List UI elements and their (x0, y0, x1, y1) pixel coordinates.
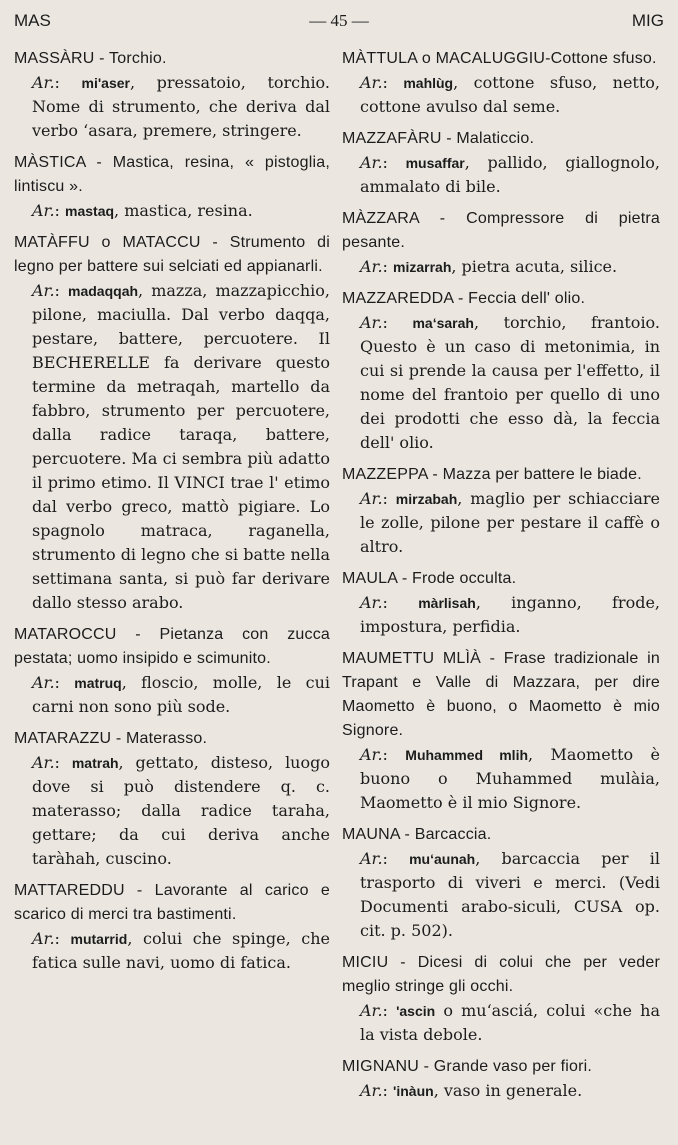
arabic-term: ma‘sarah (412, 315, 474, 331)
arabic-term: matrah (71, 755, 119, 771)
entry-headword: MATTAREDDU - Lavorante al carico e scarico di merci tra bastimenti. (14, 882, 330, 923)
entry-headword: MAZZAFÀRU - Malaticcio. (342, 130, 535, 147)
etymology-text: , mastica, resina. (114, 201, 253, 220)
dictionary-entry (342, 647, 660, 815)
arabic-term: matruq (74, 675, 122, 691)
arabic-etymology: Ar.: màrlisah, inganno, frode, impostura, perfidia. (360, 593, 660, 636)
dictionary-entry (14, 879, 330, 975)
arabic-term: madaqqah (68, 283, 139, 299)
etymology-text: , torchio, frantoio. Questo è un caso di metonimia, in cui si prende la causa per l'effetto, il nome del frantoio per quello di uno dei prodotti che esso dà, la feccia dell' olio. (360, 313, 660, 452)
entry-headword: MATARAZZU - Materasso. (14, 730, 208, 747)
entry-headword: MAULA - Frode occulta. (342, 570, 517, 587)
arabic-label: Ar. (32, 929, 55, 948)
arabic-etymology: Ar.: mahlùg, cottone sfuso, netto, cottone avulso dal seme. (360, 73, 660, 116)
arabic-label: Ar. (360, 1001, 383, 1020)
etymology-text: , vaso in generale. (433, 1081, 583, 1100)
running-header (14, 8, 664, 34)
entry-headword: MATÀFFU o MATACCU - Strumento di legno per battere sui selciati ed appianarli. (14, 234, 330, 275)
arabic-label: Ar. (32, 673, 55, 692)
etymology-text: , pressatoio, torchio. Nome di strumento, che deriva dal verbo ‘asara, premere, stringere. (32, 73, 330, 140)
arabic-label: Ar. (360, 73, 383, 92)
arabic-label: Ar. (360, 153, 383, 172)
arabic-etymology: Ar.: Muhammed mlih, Maometto è buono o Muhammed mulàia, Maometto è il mio Signore. (360, 745, 660, 812)
etymology-text: , gettato, disteso, luogo dove si può distendere q. c. materasso; dalla radice taraha, gettare; da cui deriva anche taràhah, cuscino. (32, 753, 330, 868)
arabic-term: mu‘aunah (409, 851, 476, 867)
etymology-text: , cottone sfuso, netto, cottone avulso dal seme. (360, 73, 660, 116)
left-column (14, 47, 330, 983)
arabic-label: Ar. (360, 1081, 383, 1100)
arabic-etymology: Ar.: mutarrid, colui che spinge, che fatica sulle navi, uomo di fatica. (32, 929, 331, 972)
etymology-text: , Maometto è buono o Muhammed mulàia, Maometto è il mio Signore. (360, 745, 660, 812)
etymology-text: , floscio, molle, le cui carni non sono più sode. (32, 673, 330, 716)
arabic-etymology: Ar.: mizarrah, pietra acuta, silice. (360, 257, 618, 276)
arabic-label: Ar. (32, 281, 55, 300)
entry-headword: MAZZAREDDA - Feccia dell' olio. (342, 290, 586, 307)
arabic-etymology: Ar.: matrah, gettato, disteso, luogo dove si può distendere q. c. materasso; dalla radice taraha, gettare; da cui deriva anche taràhah, cuscino. (32, 753, 330, 868)
dictionary-entry (14, 623, 330, 719)
entry-headword: MAUNA - Barcaccia. (342, 826, 492, 843)
dictionary-entry (342, 463, 660, 559)
entry-headword: MAZZEPPA - Mazza per battere le biade. (342, 466, 642, 483)
arabic-etymology: Ar.: 'inàun, vaso in generale. (360, 1081, 583, 1100)
entry-headword: MATAROCCU - Pietanza con zucca pestata; uomo insipido e scimunito. (14, 626, 330, 667)
arabic-etymology: Ar.: madaqqah, mazza, mazzapicchio, pilone, maciulla. Dal verbo daqqa, pestare, battere, percuotere. Il BECHERELLE fa derivare questo termine da metraqah, martello da fabbro, strumento per percuotere, dalla radice taraqa, battere, percuotere. Ma ci sembra più adatto il primo etimo. Il VINCI trae l' etimo dal verbo greco, mattò pigiare. Lo spagnolo matraca, raganella, strumento di legno che si batte nella settimana santa, si può far derivare dallo stesso arabo. (32, 281, 331, 612)
header-left-guideword: MAS (14, 11, 51, 30)
entry-headword: MÀSTICA - Mastica, resina, « pistoglia, lintiscu ». (14, 154, 330, 195)
arabic-label: Ar. (360, 489, 383, 508)
arabic-etymology: Ar.: mi'aser, pressatoio, torchio. Nome di strumento, che deriva dal verbo ‘asara, premere, stringere. (32, 73, 330, 140)
arabic-label: Ar. (360, 257, 383, 276)
dictionary-entry (342, 567, 660, 639)
arabic-term: mutarrid (70, 931, 128, 947)
arabic-label: Ar. (360, 593, 383, 612)
etymology-text: , mazza, mazzapicchio, pilone, maciulla. Dal verbo daqqa, pestare, battere, percuotere. Il BECHERELLE fa derivare questo termine da metraqah, martello da fabbro, strumento per percuotere, dalla radice taraqa, battere, percuotere. Ma ci sembra più adatto il primo etimo. Il VINCI trae l' etimo dal verbo greco, mattò pigiare. Lo spagnolo matraca, raganella, strumento di legno che si batte nella settimana santa, si può far derivare dallo stesso arabo. (32, 281, 331, 612)
header-right-guideword: MIG (631, 11, 664, 30)
arabic-label: Ar. (360, 745, 383, 764)
dictionary-entry (342, 207, 660, 279)
dictionary-entry (342, 127, 660, 199)
arabic-term: mi'aser (81, 75, 130, 91)
entry-headword: MAUMETTU MLÌÀ - Frase tradizionale in Trapant e Valle di Mazzara, per dire Maometto è buono, o Maometto è mio Signore. (342, 650, 660, 739)
arabic-label: Ar. (32, 201, 55, 220)
entry-headword: MIGNANU - Grande vaso per fiori. (342, 1058, 593, 1075)
dictionary-entry (14, 231, 330, 615)
arabic-etymology: Ar.: matruq, floscio, molle, le cui carni non sono più sode. (32, 673, 330, 716)
arabic-label: Ar. (32, 73, 55, 92)
entry-headword: MASSÀRU - Torchio. (14, 50, 167, 67)
right-column (342, 47, 660, 1111)
arabic-term: màrlisah (418, 595, 476, 611)
arabic-etymology: Ar.: mastaq, mastica, resina. (32, 201, 253, 220)
arabic-etymology: Ar.: musaffar, pallido, giallognolo, ammalato di bile. (360, 153, 660, 196)
page-number: — 45 — (309, 11, 369, 30)
arabic-term: mahlùg (403, 75, 454, 91)
entry-headword: MÀTTULA o MACALUGGIU-Cottone sfuso. (342, 50, 657, 67)
arabic-term: mirzabah (395, 491, 458, 507)
etymology-text: , pallido, giallognolo, ammalato di bile. (360, 153, 660, 196)
arabic-term: Muhammed mlih (405, 747, 529, 763)
entry-headword: MÀZZARA - Compressore di pietra pesante. (342, 210, 660, 251)
etymology-text: , colui che spinge, che fatica sulle navi, uomo di fatica. (32, 929, 331, 972)
dictionary-entry (342, 47, 660, 119)
etymology-text: , maglio per schiacciare le zolle, pilone per pestare il caffè o altro. (360, 489, 660, 556)
arabic-etymology: Ar.: ma‘sarah, torchio, frantoio. Questo è un caso di metonimia, in cui si prende la causa per l'effetto, il nome del frantoio per quello di uno dei prodotti che esso dà, la feccia dell' olio. (360, 313, 660, 452)
arabic-term: mastaq (65, 203, 115, 219)
arabic-term: musaffar (405, 155, 465, 171)
arabic-term: 'inàun (393, 1083, 434, 1099)
dictionary-entry (342, 287, 660, 455)
arabic-term: mizarrah (393, 259, 452, 275)
etymology-text: , barcaccia per il trasporto di viveri e merci. (Vedi Documenti arabo-siculi, CUSA op. cit. p. 502). (360, 849, 660, 940)
dictionary-entry (14, 727, 330, 871)
arabic-label: Ar. (360, 313, 383, 332)
arabic-label: Ar. (32, 753, 55, 772)
etymology-text: o mu‘asciá, colui «che ha la vista debole. (360, 1001, 661, 1044)
arabic-label: Ar. (360, 849, 383, 868)
etymology-text: , inganno, frode, impostura, perfidia. (360, 593, 660, 636)
dictionary-entry (342, 1055, 660, 1103)
dictionary-entry (14, 151, 330, 223)
arabic-etymology: Ar.: mu‘aunah, barcaccia per il trasporto di viveri e merci. (Vedi Documenti arabo-siculi, CUSA op. cit. p. 502). (360, 849, 660, 940)
dictionary-entry (342, 951, 660, 1047)
dictionary-entry (14, 47, 330, 143)
dictionary-entry (342, 823, 660, 943)
arabic-etymology: Ar.: mirzabah, maglio per schiacciare le zolle, pilone per pestare il caffè o altro. (360, 489, 660, 556)
arabic-term: 'ascin (396, 1003, 436, 1019)
entry-headword: MICIU - Dicesi di colui che per veder meglio stringe gli occhi. (342, 954, 660, 995)
arabic-etymology: Ar.: 'ascin o mu‘asciá, colui «che ha la vista debole. (360, 1001, 661, 1044)
etymology-text: , pietra acuta, silice. (451, 257, 618, 276)
